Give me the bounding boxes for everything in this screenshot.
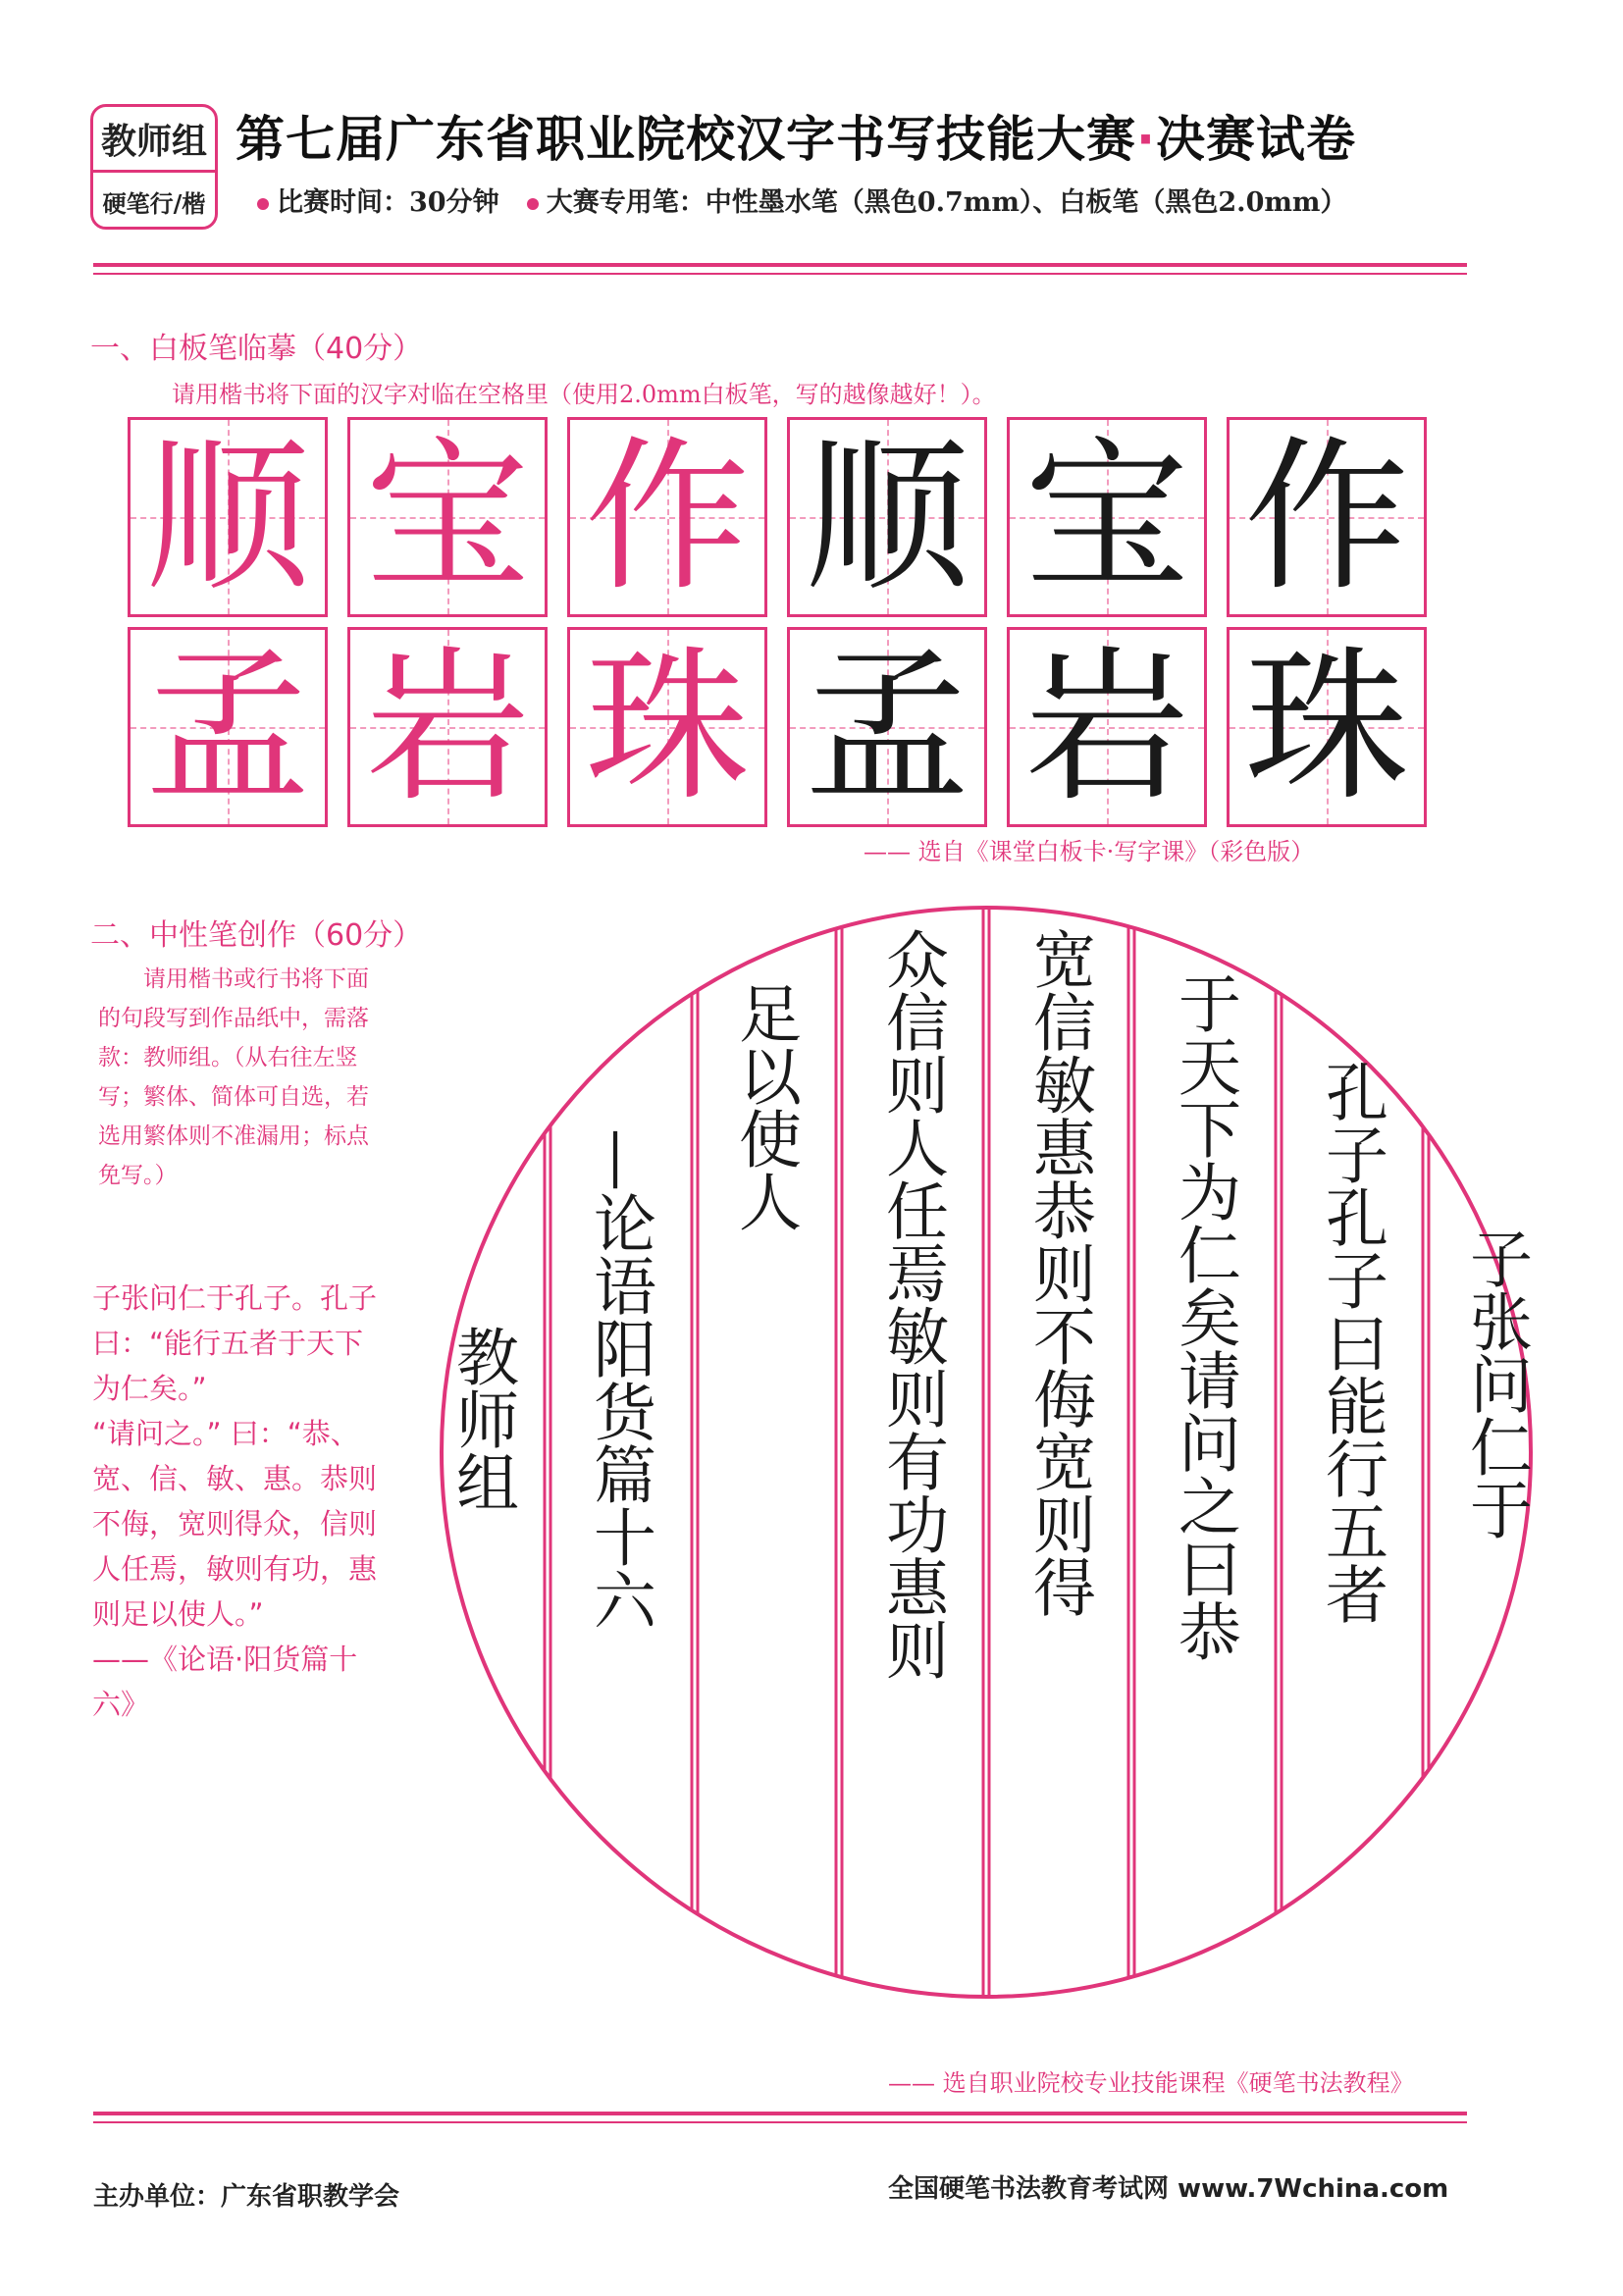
title-dot: · (1136, 111, 1156, 168)
practice-char: 宝 (1024, 421, 1189, 613)
work-column-2: 孔子孔子曰能行五者 (1315, 1060, 1387, 1625)
model-cell (347, 417, 548, 617)
practice-char: 顺 (805, 421, 969, 613)
practice-cell[interactable] (1007, 417, 1207, 617)
website-link[interactable]: 全国硬笔书法教育考试网 www.7Wchina.com (888, 2174, 1449, 2204)
work-column-1: 子张问仁于 (1459, 1226, 1532, 1540)
footer-divider (93, 2112, 1467, 2115)
model-char: 宝 (365, 421, 530, 613)
model-char: 顺 (145, 421, 310, 613)
time-info: 比赛时间：30分钟 (277, 187, 499, 218)
badge-group-label: 教师组 (93, 107, 215, 173)
source-text-line: “请问之。” 曰：“恭、宽、信、敏、惠。恭则不侮，宽则得众，信则人任焉，敏则有功，惠则足以使人。” (92, 1417, 378, 1631)
section1-instruction: 请用楷书将下面的汉字对临在空格里（使用2.0mm白板笔，写的越像越好！）。 (172, 381, 996, 408)
model-cell (567, 417, 767, 617)
model-cell (128, 417, 328, 617)
model-cell (347, 627, 548, 827)
section2-instruction: 请用楷书或行书将下面的句段写到作品纸中，需落款：教师组。（从右往左竖写；繁体、简体可自选，若选用繁体则不准漏用；标点免写。） (98, 966, 369, 1188)
footer-divider-thin (93, 2121, 1467, 2123)
source-text-line: 子张问仁于孔子。孔子曰：“能行五者于天下为仁矣。” (92, 1281, 378, 1405)
practice-char: 孟 (805, 631, 969, 823)
badge-style-label: 硬笔行/楷 (102, 188, 206, 218)
model-char: 岩 (365, 631, 530, 823)
practice-char: 珠 (1244, 631, 1409, 823)
model-char: 珠 (585, 631, 750, 823)
practice-cell[interactable] (1007, 627, 1207, 827)
work-column-5: 众信则人任焉敏则有功惠则 (875, 927, 948, 1681)
section2-heading: 二、中性笔创作（60分） (90, 918, 423, 953)
title-main: 第七届广东省职业院校汉字书写技能大赛 (236, 111, 1136, 168)
work-column-3: 于天下为仁矣请问之曰恭 (1168, 971, 1240, 1662)
work-column-7-citation: —论语阳货篇十六 (583, 1128, 655, 1631)
pen-info: 大赛专用笔：中性墨水笔（黑色0.7mm）、白板笔（黑色2.0mm） (546, 187, 1347, 218)
practice-char: 岩 (1024, 631, 1189, 823)
practice-cell[interactable] (1227, 627, 1427, 827)
section2-source: —— 选自职业院校专业技能课程《硬笔书法教程》 (888, 2069, 1414, 2097)
title-end: 决赛试卷 (1156, 111, 1356, 168)
model-cell (128, 627, 328, 827)
source-text-line: ——《论语·阳货篇十六》 (92, 1643, 358, 1721)
model-cell (567, 627, 767, 827)
practice-cell[interactable] (787, 627, 987, 827)
practice-cell[interactable] (1227, 417, 1427, 617)
model-char: 孟 (145, 631, 310, 823)
organizer: 主办单位：广东省职教学会 (93, 2182, 400, 2212)
practice-char: 作 (1244, 421, 1409, 613)
work-column-8-signature: 教师组 (445, 1325, 518, 1513)
model-char: 作 (585, 421, 750, 613)
practice-cell[interactable] (787, 417, 987, 617)
section1-source: —— 选自《课堂白板卡·写字课》（彩色版） (864, 838, 1315, 865)
work-column-6: 足以使人 (728, 981, 801, 1232)
section1-heading: 一、白板笔临摹（40分） (90, 332, 423, 366)
work-column-4: 宽信敏惠恭则不侮宽则得 (1022, 927, 1095, 1618)
